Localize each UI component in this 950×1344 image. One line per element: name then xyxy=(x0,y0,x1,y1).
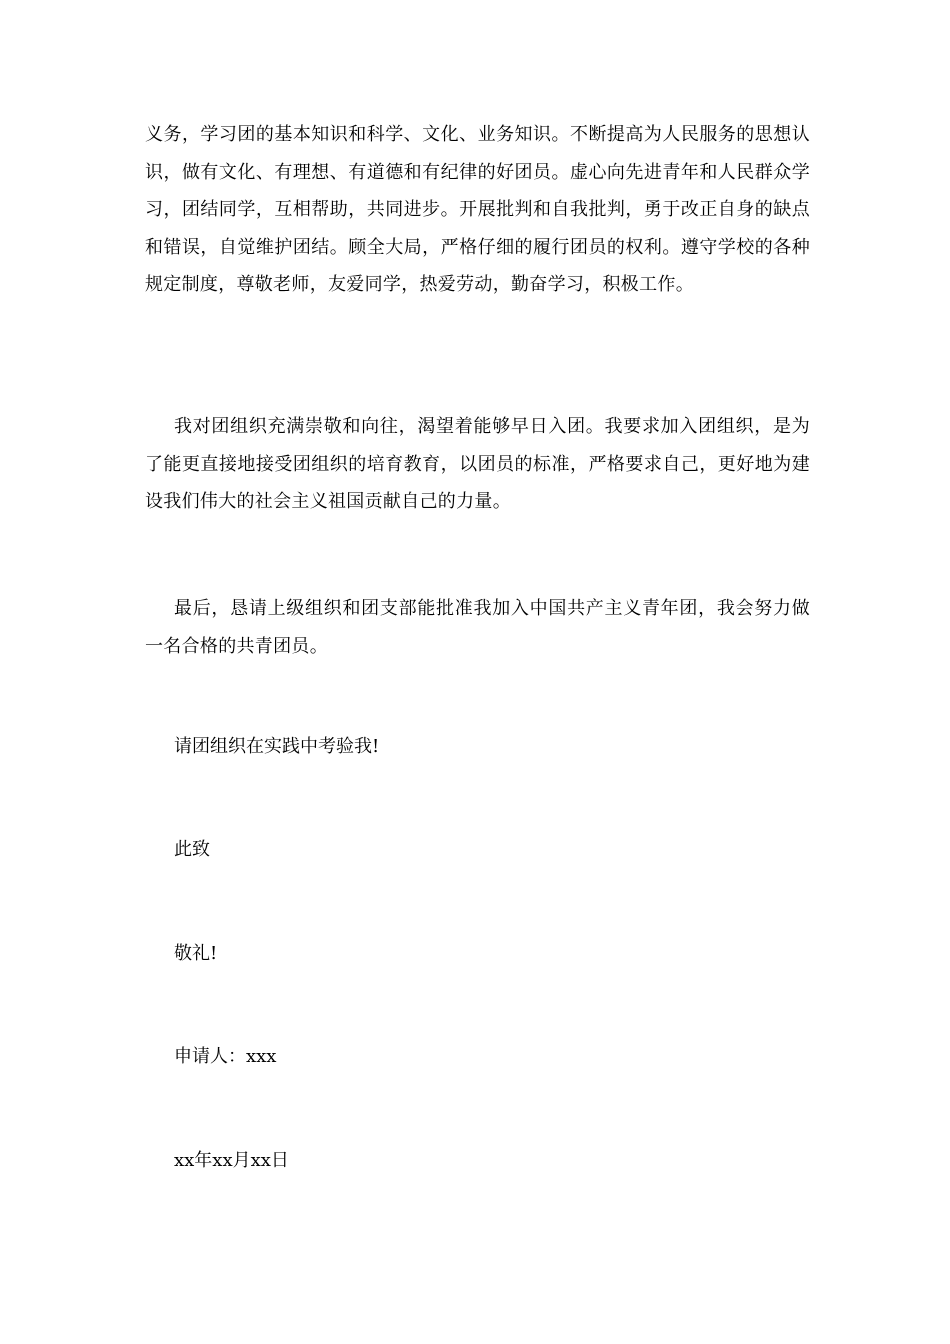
salutation-jingli: 敬礼! xyxy=(174,943,218,964)
body-paragraph-2: 我对团组织充满崇敬和向往，渴望着能够早日入团。我要求加入团组织，是为了能更直接地接受团组织的培育教育，以团员的标准，严格要求自己，更好地为建设我们伟大的社会主义祖国贡献自己的力量。 xyxy=(145,416,810,512)
salutation-cizhi: 此致 xyxy=(174,839,210,860)
body-paragraph-3: 最后，恳请上级组织和团支部能批准我加入中国共产主义青年团，我会努力做一名合格的共青团员。 xyxy=(145,598,810,657)
closing-line: 请团组织在实践中考验我! xyxy=(174,736,380,757)
body-paragraph-1: 义务，学习团的基本知识和科学、文化、业务知识。不断提高为人民服务的思想认识，做有文化、有理想、有道德和有纪律的好团员。虚心向先进青年和人民群众学习，团结同学，互相帮助，共同进步。开展批判和自我批判，勇于改正自身的缺点和错误，自觉维护团结。顾全大局，严格仔细的履行团员的权利。遵守学校的各种规定制度，尊敬老师，友爱同学，热爱劳动，勤奋学习，积极工作。 xyxy=(145,124,810,295)
applicant-signature: 申请人：xxx xyxy=(174,1046,277,1067)
date-line: xx年xx月xx日 xyxy=(174,1150,289,1171)
